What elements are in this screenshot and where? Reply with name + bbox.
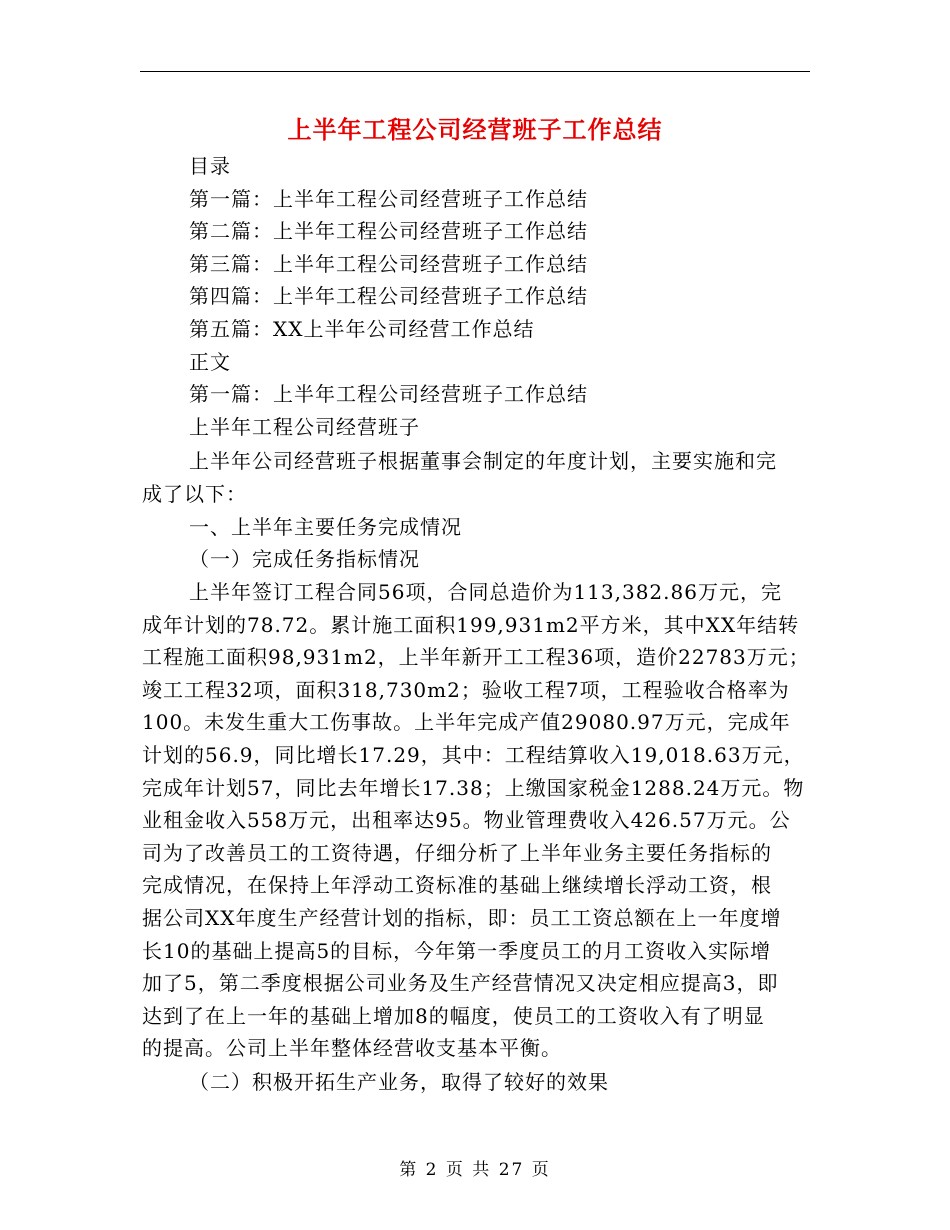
paragraph-line: 竣工工程32项，面积318,730m2；验收工程7项，工程验收合格率为	[142, 678, 790, 702]
paragraph-line: 计划的56.9，同比增长17.29，其中：工程结算收入19,018.63万元，	[142, 743, 805, 767]
body-heading: 正文	[189, 350, 231, 374]
toc-item-5: 第五篇：XX上半年公司经营工作总结	[189, 317, 535, 341]
paragraph-line: 的提高。公司上半年整体经营收支基本平衡。	[142, 1036, 562, 1060]
toc-item-4: 第四篇：上半年工程公司经营班子工作总结	[189, 284, 588, 308]
document-title: 上半年工程公司经营班子工作总结	[287, 115, 663, 144]
subsection-heading-1: （一）完成任务指标情况	[189, 547, 420, 571]
paragraph-line: 完成情况，在保持上年浮动工资标准的基础上继续增长浮动工资，根	[142, 873, 772, 897]
paragraph-line: 100。未发生重大工伤事故。上半年完成产值29080.97万元，完成年	[142, 710, 791, 734]
paragraph-line: 成年计划的78.72。累计施工面积199,931m2平方米，其中XX年结转	[142, 613, 800, 637]
toc-item-1: 第一篇：上半年工程公司经营班子工作总结	[189, 187, 588, 211]
section-heading-1: 一、上半年主要任务完成情况	[189, 515, 462, 539]
toc-item-2: 第二篇：上半年工程公司经营班子工作总结	[189, 219, 588, 243]
chapter-title: 第一篇：上半年工程公司经营班子工作总结	[189, 382, 588, 406]
toc-item-3: 第三篇：上半年工程公司经营班子工作总结	[189, 252, 588, 276]
toc-heading: 目录	[189, 154, 231, 178]
paragraph-line: 加了5，第二季度根据公司业务及生产经营情况又决定相应提高3，即	[142, 971, 779, 995]
paragraph-line: 达到了在上一年的基础上增加8的幅度，使员工的工资收入有了明显	[142, 1004, 765, 1028]
paragraph-line: 长10的基础上提高5的目标，今年第一季度员工的月工资收入实际增	[142, 939, 772, 963]
paragraph-line: 据公司XX年度生产经营计划的指标，即：员工工资总额在上一年度增	[142, 906, 782, 930]
page-footer: 第 2 页 共 27 页	[399, 1160, 551, 1180]
intro-line: 上半年公司经营班子根据董事会制定的年度计划，主要实施和完	[189, 449, 777, 473]
subsection-heading-2: （二）积极开拓生产业务，取得了较好的效果	[189, 1070, 609, 1094]
paragraph-line: 司为了改善员工的工资待遇，仔细分析了上半年业务主要任务指标的	[142, 841, 772, 865]
paragraph-line: 工程施工面积98,931m2，上半年新开工工程36项，造价22783万元；	[142, 645, 810, 669]
intro-line: 成了以下：	[142, 482, 247, 506]
paragraph-line: 上半年签订工程合同56项，合同总造价为113,382.86万元，完	[189, 580, 782, 604]
paragraph-line: 完成年计划57，同比去年增长17.38；上缴国家税金1288.24万元。物	[142, 776, 805, 800]
header-rule	[140, 71, 810, 72]
chapter-subtitle: 上半年工程公司经营班子	[189, 415, 420, 439]
paragraph-line: 业租金收入558万元，出租率达95。物业管理费收入426.57万元。公	[142, 808, 791, 832]
